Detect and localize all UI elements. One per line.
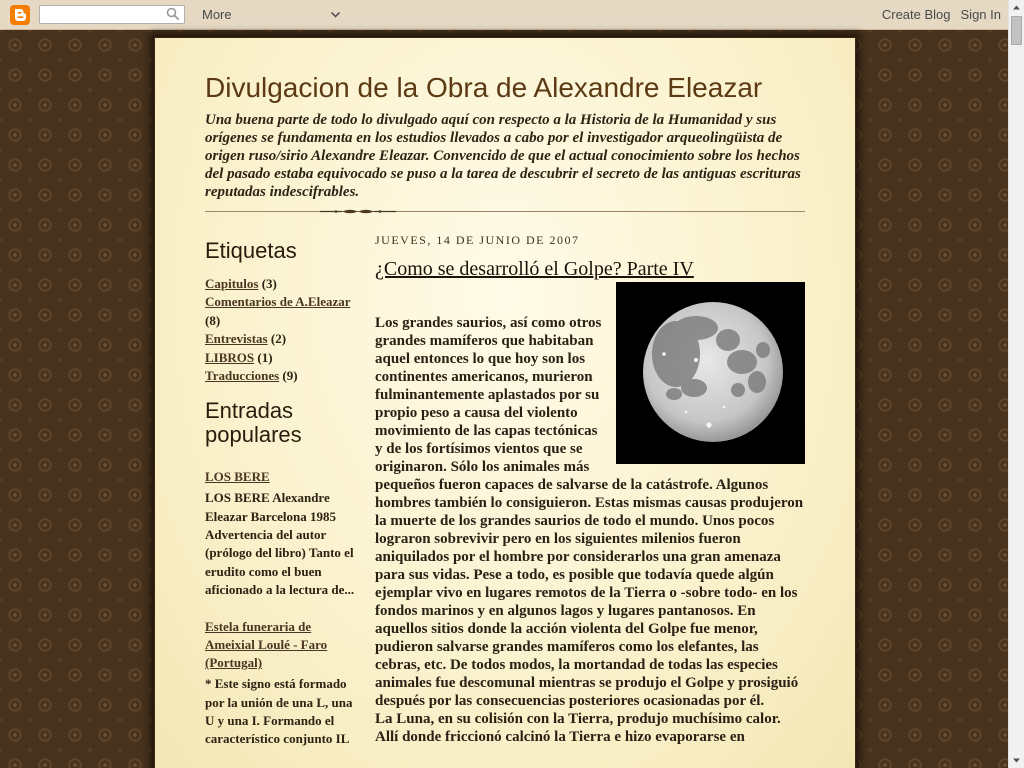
labels-heading: Etiquetas [205,238,297,263]
popular-posts-heading: Entradas populares [205,398,302,448]
sidebar [205,238,355,748]
main-column [375,232,805,746]
blog-title[interactable]: Divulgacion de la Obra de Alexandre Eleazar [205,72,763,103]
label-link-comentarios[interactable]: Comentarios de A.Eleazar [205,294,351,310]
label-item [205,275,355,293]
blogger-navbar [0,0,1008,30]
more-menu[interactable]: More [202,7,232,22]
blog-header [205,71,805,201]
label-count: (2) [270,331,287,347]
label-item [205,349,355,367]
post-date-header: JUEVES, 14 DE JUNIO DE 2007 [375,233,580,247]
divider-ornament [320,207,396,216]
post-paragraph: La Luna, en su colisión con la Tierra, produjo muchísimo calor. Allí donde friccionó calcinó la Tierra e hizo evaporarse en [375,711,781,745]
popular-post [205,618,355,748]
navbar-account-links [882,6,1001,23]
blog-description: Una buena parte de todo lo divulgado aquí con respecto a la Historia de la Humanidad y sus orígenes se fundamenta en los estudios llevados a cabo por el investigador arqueolingüista de origen ruso/sirio Alexandre Eleazar. Convencido de que el actual conocimiento sobre los hechos del pasado estaba equivocado se puso a la tarea de descubrir el secreto de las antiguas escrituras reputadas indescifrables. [205,112,801,200]
popular-post-title[interactable]: Estela funeraria de Ameixial Loulé - Faro (Portugal) [205,619,328,671]
post-title[interactable]: ¿Como se desarrolló el Golpe? Parte IV [375,258,694,280]
post-body [375,282,805,746]
label-count: (1) [257,349,273,365]
label-link-traducciones[interactable]: Traducciones [205,368,280,384]
search-icon[interactable] [166,7,180,21]
post-paragraph: Los grandes saurios, así como otros grandes mamíferos que habitaban aquel entonces lo que hoy son los continentes americanos, murieron fulminantemente aplastados por su propio peso a causa del violento movimiento de las capas tectónicas y de los fortísimos vientos que se originaron. Sólo los animales más pequeños fueron capaces de salvarse de la catástrofe. Algunos hombres también lo consiguieron. Estas mismas causas produjeron la muerte de los grandes saurios de todo el mundo. Unos pocos lograron sobrevivir pero en los siguientes milenios fueron aniquilados por el hombre por considerarlos una gran amenaza para sus vidas. Pese a todo, es posible que todavía quede algún ejemplar vivo en lugares remotos de la Tierra o -sobre todo- en los fondos marinos y en algunos lagos y lugares pantanosos. En aquellos sitios donde la acción violenta del Golpe fue menor, pudieron salvarse grandes mamíferos como los elefantes, las cebras, etc. De todos modos, la mortandad de todas las especies animales fue descomunal mientras se produjo el Golpe y prosiguió después por las consecuencias posteriores ocasionadas por él. [375,315,804,709]
header-divider [205,211,805,212]
label-link-capitulos[interactable]: Capitulos [205,276,259,291]
labels-list [205,275,355,385]
label-count: (9) [282,368,298,384]
label-count: (8) [205,312,221,328]
popular-post [205,468,355,599]
sign-in-link[interactable]: Sign In [960,7,1001,22]
label-count: (3) [261,276,277,291]
label-item [205,367,355,385]
scroll-up-arrow-icon[interactable] [1009,0,1024,15]
page-scrollbar[interactable] [1008,0,1024,768]
chevron-down-icon[interactable] [330,9,341,20]
label-link-libros[interactable]: LIBROS [205,349,255,365]
label-link-entrevistas[interactable]: Entrevistas [205,331,268,347]
label-item [205,293,355,330]
scrollbar-thumb[interactable] [1011,16,1022,45]
popular-post-title[interactable]: LOS BERE [205,469,270,485]
popular-post-snippet: LOS BERE Alexandre Eleazar Barcelona 1985 Advertencia del autor (prólogo del libro) Tanto el erudito como el buen aficionado a la lectura de... [205,490,355,597]
blogger-logo-icon[interactable] [10,5,30,25]
create-blog-link[interactable]: Create Blog [881,7,951,22]
post-image-moon[interactable] [616,282,805,464]
blog-content-box [155,38,855,768]
label-item [205,330,355,348]
scroll-down-arrow-icon[interactable] [1009,753,1024,768]
search-input[interactable] [39,5,185,24]
popular-post-snippet: * Este signo está formado por la unión de una L, una U y una I. Formando el característico conjunto IL [205,676,353,747]
